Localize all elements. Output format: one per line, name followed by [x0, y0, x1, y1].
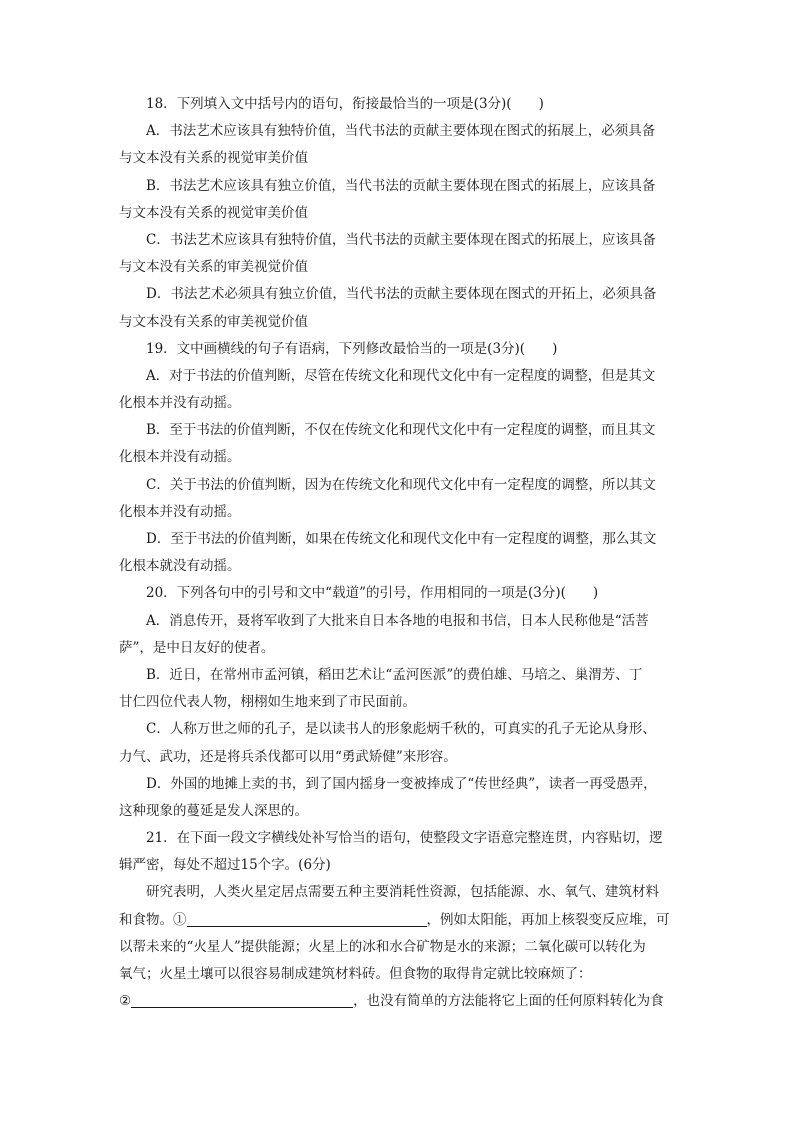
- q20-option-c-cont: 力气、武功，还是将兵杀伐都可以用“勇武矫健”来形容。: [119, 748, 457, 765]
- q21-passage-line-4: 氧气；火星土壤可以很容易制成建筑材料砖。但食物的取得肯定就比较麻烦了：: [119, 966, 592, 982]
- q18-option-a-cont: 与文本没有关系的视觉审美价值: [119, 150, 308, 167]
- q19-stem: 19．文中画横线的句子有语病，下列修改最恰当的一项是(3分)( ): [146, 340, 558, 357]
- q21-passage-line-3: 以帮未来的“火星人”提供能源；火星上的冰和水合矿物是水的来源；二氧化碳可以转化为: [119, 938, 646, 955]
- q18-option-c: C．书法艺术应该具有独特价值，当代书法的贡献主要体现在图式的拓展上，应该具备: [146, 231, 656, 248]
- q19-option-d: D．至于书法的价值判断，如果在传统文化和现代文化中有一定程度的调整，那么其文: [146, 531, 657, 547]
- q18-option-b-cont: 与文本没有关系的视觉审美价值: [119, 204, 308, 221]
- q20-option-b-cont: 甘仁四位代表人物，栩栩如生地来到了市民面前。: [119, 694, 416, 711]
- q19-option-d-cont: 化根本就没有动摇。: [119, 558, 241, 575]
- q21-passage-line-5: [119, 988, 684, 1015]
- q19-option-c: C．关于书法的价值判断，因为在传统文化和现代文化中有一定程度的调整，所以其文: [146, 476, 656, 493]
- q19-option-b: B．至于书法的价值判断，不仅在传统文化和现代文化中有一定程度的调整，而且其文: [146, 422, 656, 439]
- q20-option-d: D．外国的地摊上卖的书，到了国内摇身一变被捧成了“传世经典”，读者一再受愚弄，: [146, 775, 657, 792]
- q18-option-d-cont: 与文本没有关系的审美视觉价值: [119, 313, 308, 330]
- answer-blank-1[interactable]: [187, 910, 427, 927]
- q21-stem: 21．在下面一段文字横线处补写恰当的语句，使整段文字语意完整连贯，内容贴切，逻: [146, 830, 663, 847]
- q18-stem: 18．下列填入文中括号内的语句，衔接最恰当的一项是(3分)( ): [146, 96, 544, 112]
- q21-passage-text: ②: [119, 993, 132, 1010]
- q18-option-d: D．书法艺术必须具有独立价值，当代书法的贡献主要体现在图式的开拓上，必须具备: [146, 286, 657, 303]
- q20-option-c: C．人称万世之师的孔子，是以读书人的形象彪炳千秋的，可真实的孔子无论从身形、: [146, 721, 656, 738]
- answer-blank-2[interactable]: [131, 991, 353, 1008]
- q20-stem: 20．下列各句中的引号和文中“载道”的引号，作用相同的一项是(3分)( ): [146, 585, 599, 602]
- q21-passage-line-1: 研究表明，人类火星定居点需要五种主要消耗性资源，包括能源、水、氧气、建筑材料: [146, 884, 659, 901]
- q19-option-c-cont: 化根本并没有动摇。: [119, 503, 241, 520]
- q18-option-b: B．书法艺术应该具有独立价值，当代书法的贡献主要体现在图式的拓展上，应该具备: [146, 177, 656, 194]
- q20-option-a-cont: 萨”，是中日友好的使者。: [119, 639, 275, 656]
- q21-passage-text: ，也没有简单的方法能将它上面的任何原料转化为食: [353, 993, 664, 1010]
- q18-option-a: A．书法艺术应该具有独特价值，当代书法的贡献主要体现在图式的拓展上，必须具备: [146, 123, 656, 140]
- q21-stem-cont: 辑严密，每处不超过15个字。(6分): [119, 857, 331, 874]
- q19-option-a-cont: 化根本并没有动摇。: [119, 395, 241, 412]
- q19-option-b-cont: 化根本并没有动摇。: [119, 449, 241, 466]
- q20-option-d-cont: 这种现象的蔓延是发人深思的。: [119, 802, 308, 819]
- q21-passage-text: ，例如太阳能，再加上核裂变反应堆，可: [426, 911, 670, 928]
- q20-option-a: A．消息传开，聂将军收到了大批来自日本各地的电报和书信，日本人民称他是“活菩: [146, 612, 649, 629]
- q20-option-b: B．近日，在常州市孟河镇，稻田艺术让“孟河医派”的费伯雄、马培之、巢渭芳、丁: [146, 666, 643, 683]
- q19-option-a: A．对于书法的价值判断，尽管在传统文化和现代文化中有一定程度的调整，但是其文: [146, 367, 656, 384]
- q18-option-c-cont: 与文本没有关系的审美视觉价值: [119, 259, 308, 276]
- q21-passage-line-2: [119, 907, 684, 934]
- q21-passage-text: 和食物。①: [119, 911, 187, 928]
